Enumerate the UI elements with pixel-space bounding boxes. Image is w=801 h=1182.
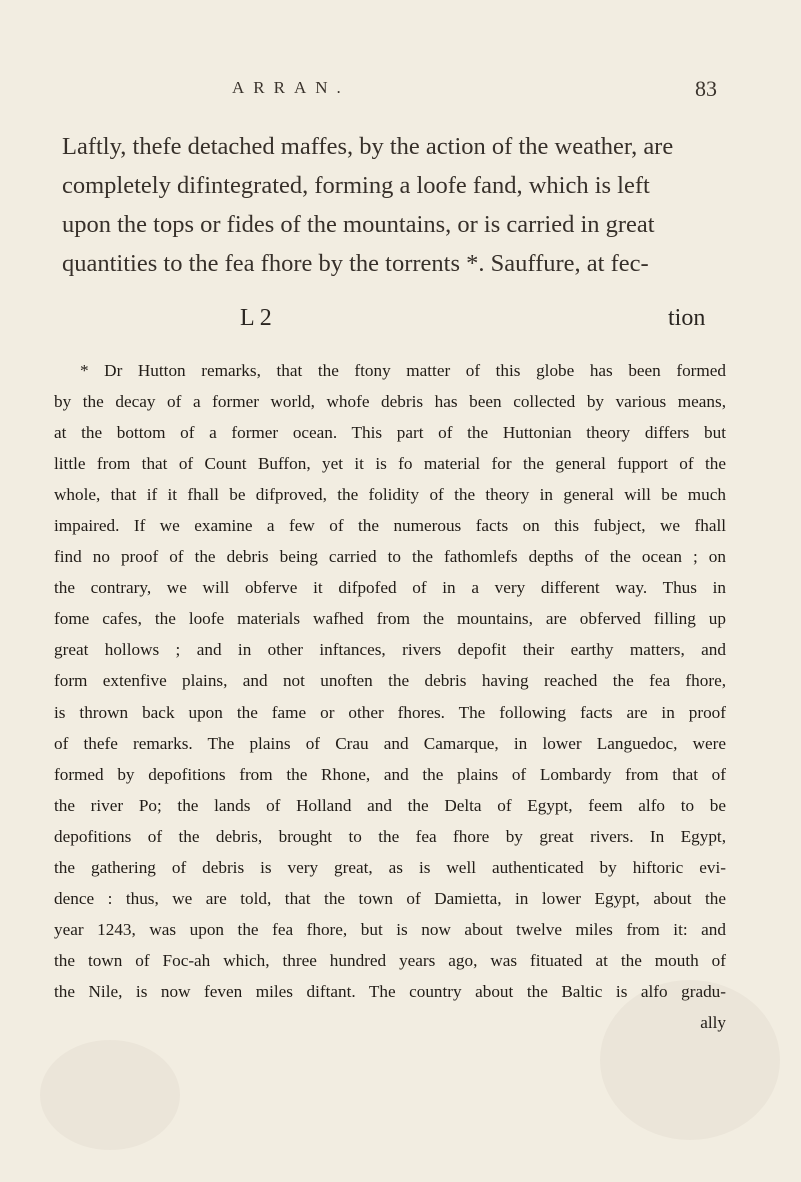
- footnote-line: depofitions of the debris, brought to the fea fhore by great rivers. In Egypt,: [54, 826, 726, 846]
- body-line: Laftly, thefe detached maffes, by the action of the weather, are: [62, 133, 674, 160]
- footnote-line: whole, that if it fhall be difproved, the folidity of the theory in general will be much: [54, 485, 726, 505]
- footnote-line: the Nile, is now feven miles diftant. The country about the Baltic is alfo gradu-: [54, 981, 726, 1001]
- catchword: tion: [668, 305, 706, 331]
- footnote-line: impaired. If we examine a few of the numerous facts on this fubject, we fhall: [54, 516, 726, 536]
- signature-mark: L 2: [240, 305, 272, 331]
- footnote-line: formed by depofitions from the Rhone, and the plains of Lombardy from that of: [54, 764, 726, 784]
- footnote-line: little from that of Count Buffon, yet it is fo material for the general fupport of the: [54, 454, 726, 474]
- running-head: ARRAN.: [232, 78, 350, 97]
- footnote-line: great hollows ; and in other inftances, rivers depofit their earthy matters, and: [54, 640, 726, 660]
- footnote-line: * Dr Hutton remarks, that the ftony matter of this globe has been formed: [80, 361, 726, 380]
- footnote-catchword: ally: [700, 1012, 726, 1032]
- footnote-line: the town of Foc-ah which, three hundred years ago, was fituated at the mouth of: [54, 950, 726, 970]
- footnote-line: the gathering of debris is very great, as is well authenticated by hiftoric evi-: [54, 857, 726, 877]
- page-number: 83: [695, 76, 717, 101]
- footnote-line: find no proof of the debris being carried to the fathomlefs depths of the ocean ; on: [54, 547, 726, 567]
- footnote-line: dence : thus, we are told, that the town of Damietta, in lower Egypt, about the: [54, 888, 726, 908]
- footnote-line: the contrary, we will obferve it difpofed of in a very different way. Thus in: [54, 578, 726, 598]
- footnote-line: by the decay of a former world, whofe debris has been collected by various means,: [54, 392, 726, 412]
- footnote-line: at the bottom of a former ocean. This part of the Huttonian theory differs but: [54, 423, 726, 443]
- body-line: quantities to the fea fhore by the torrents *. Sauffure, at fec-: [62, 250, 649, 277]
- footnote-line: form extenfive plains, and not unoften the debris having reached the fea fhore,: [54, 671, 726, 691]
- main-paragraph: [62, 127, 722, 283]
- body-line: completely difintegrated, forming a loofe fand, which is left: [62, 172, 650, 199]
- body-line: upon the tops or fides of the mountains, or is carried in great: [62, 211, 655, 238]
- footnote-line: year 1243, was upon the fea fhore, but is now about twelve miles from it: and: [54, 919, 726, 939]
- footnote-line: fome cafes, the loofe materials wafhed from the mountains, are obferved filling up: [54, 609, 726, 629]
- page-header: [0, 78, 801, 108]
- paper-stain: [40, 1040, 180, 1150]
- footnote: [54, 355, 726, 1038]
- footnote-line: the river Po; the lands of Holland and the Delta of Egypt, feem alfo to be: [54, 795, 726, 815]
- signature-row: [0, 305, 801, 341]
- footnote-line: is thrown back upon the fame or other fhores. The following facts are in proof: [54, 702, 726, 722]
- footnote-line: of thefe remarks. The plains of Crau and Camarque, in lower Languedoc, were: [54, 733, 726, 753]
